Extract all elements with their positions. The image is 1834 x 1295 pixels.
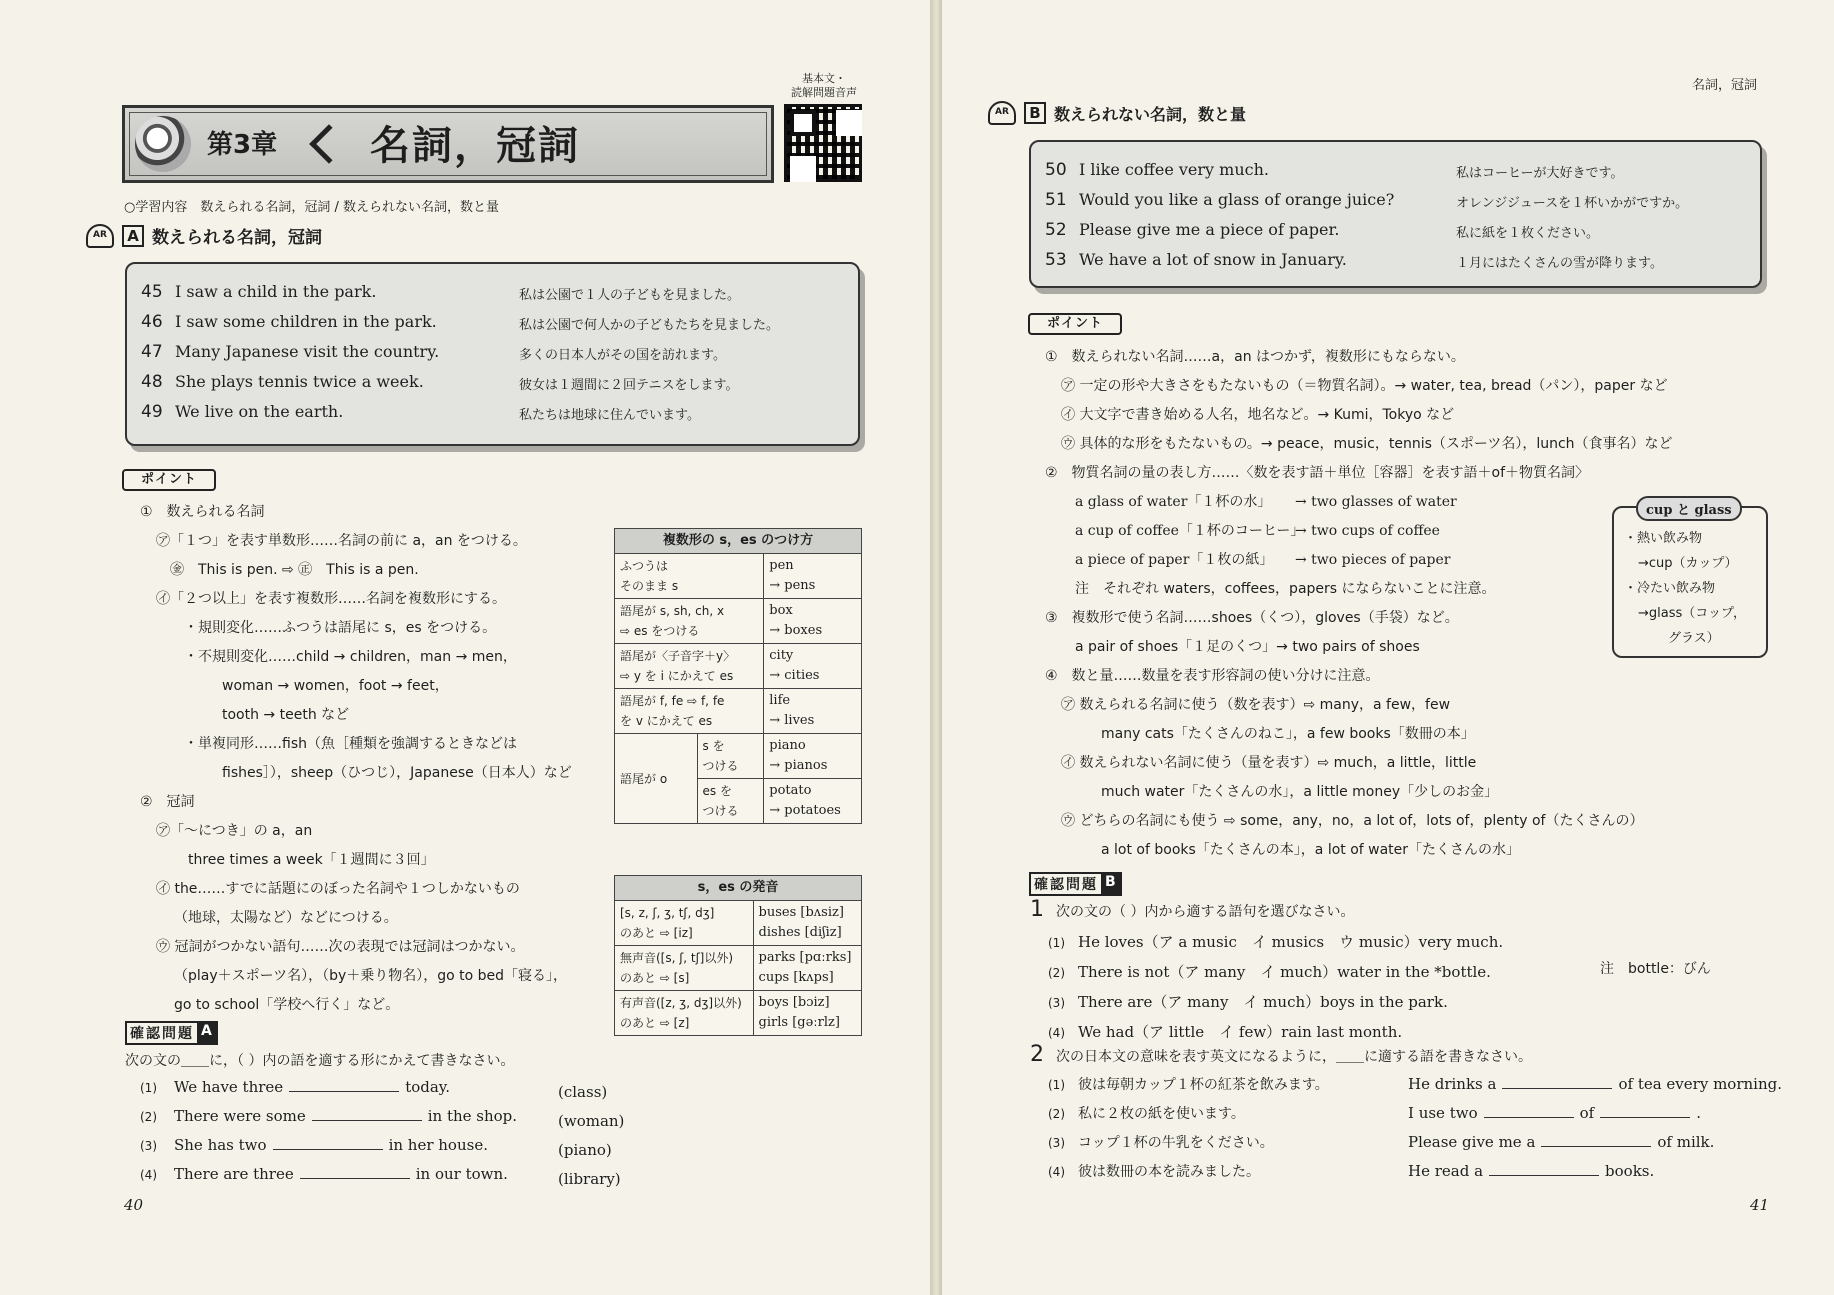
point-item: ㋐「１つ」を表す単数形……名詞の前に a，an をつける。 — [156, 533, 527, 549]
point-item: ① 数えられない名詞……a，an はつかず，複数形にもならない。 — [1045, 349, 1465, 365]
ar-headphone-icon[interactable]: AR — [988, 101, 1016, 125]
answer-blank[interactable] — [273, 1136, 383, 1150]
table-cell: es を つける — [697, 779, 764, 824]
note-line: →cup（カップ） — [1638, 556, 1738, 571]
table-cell: 語尾が f, fe ⇨ f, fe を v にかえて es — [615, 689, 764, 734]
book-gutter — [930, 0, 942, 1295]
example-row — [141, 342, 439, 362]
point-item: 注 それぞれ waters，coffees，papers にならないことに注意。 — [1075, 581, 1496, 597]
chevron-left-icon — [309, 124, 349, 164]
answer-blank[interactable] — [1541, 1133, 1651, 1147]
chapter-title: 名詞，冠詞 — [370, 123, 580, 169]
example-row — [141, 372, 424, 392]
section-letter: B — [1024, 102, 1046, 124]
running-head: 名詞，冠詞 — [1692, 78, 1758, 93]
answer-blank[interactable] — [1600, 1104, 1690, 1118]
choice-item[interactable]: (4) We had（ア little イ few）rain last month. — [1048, 1023, 1403, 1041]
note-line: ・冷たい飲み物 — [1624, 581, 1716, 596]
point-item: three times a week「１週間に３回」 — [188, 852, 435, 868]
question-2-items — [1048, 1074, 1828, 1194]
confirm-label-b — [1029, 872, 1122, 896]
answer-blank[interactable] — [300, 1165, 410, 1179]
table-cell: 無声音([s, ʃ, tʃ]以外) のあと ⇨ [s] — [615, 946, 754, 991]
section-a-heading — [86, 223, 322, 248]
example-number: 52 — [1045, 220, 1067, 240]
plural-table — [614, 528, 862, 824]
exercise-row: (3) She has two in her house. — [140, 1136, 488, 1154]
example-japanese: 私はコーヒーが大好きです。 — [1456, 166, 1624, 181]
qr-code[interactable] — [784, 104, 862, 182]
point-item: → two glasses of water — [1295, 494, 1457, 510]
table-cell: 有声音([z, ʒ, dʒ]以外) のあと ⇨ [z] — [615, 991, 754, 1036]
question-2-heading — [1030, 1042, 1532, 1067]
note-line: ・熱い飲み物 — [1624, 531, 1703, 546]
answer-blank[interactable] — [1489, 1162, 1599, 1176]
table-cell: box → boxes — [764, 599, 862, 644]
point-item: （play＋スポーツ名），（by＋乗り物名），go to bed「寝る」， — [174, 968, 568, 984]
example-number: 53 — [1045, 250, 1067, 270]
point-item: ㋒ どちらの名詞にも使う ⇨ some，any，no，a lot of，lots of，plenty of（たくさんの） — [1061, 813, 1644, 829]
confirm-label-text: 確認問題 — [1034, 877, 1098, 893]
section-letter: A — [122, 225, 144, 247]
point-item: ㋐ 一定の形や大きさをもたないもの（＝物質名詞）。→ water, tea, bread（パン），paper など — [1061, 378, 1668, 394]
point-label: ポイント — [122, 469, 216, 491]
question-instruction: 次の日本文の意味を表す英文になるように，＿＿に適する語を書きなさい。 — [1056, 1049, 1532, 1065]
question-1-heading — [1030, 897, 1354, 922]
point-item: ㋒ 具体的な形をもたないもの。→ peace，music，tennis（スポーツ名），lunch（食事名）など — [1061, 436, 1673, 452]
translation-row: (4) 彼は数冊の本を読みました。 He read a books. — [1048, 1162, 1655, 1180]
example-number: 51 — [1045, 190, 1067, 210]
note-line: グラス） — [1668, 631, 1720, 646]
choice-item[interactable]: (1) He loves（ア a music イ musics ウ music）very much. — [1048, 933, 1504, 951]
example-box-a — [125, 262, 860, 446]
point-item: ㋒ 冠詞がつかない語句……次の表現では冠詞はつかない。 — [156, 939, 525, 955]
example-japanese: 私たちは地球に住んでいます。 — [519, 408, 700, 423]
example-number: 49 — [141, 402, 163, 422]
example-row — [141, 312, 437, 332]
point-item: ④ 数と量……数量を表す形容詞の使い分けに注意。 — [1045, 668, 1380, 684]
point-item: ㋑ 大文字で書き始める人名，地名など。→ Kumi，Tokyo など — [1061, 407, 1455, 423]
point-item: ・単複同形……fish（魚［種類を強調するときなどは — [184, 736, 517, 752]
exercise-row: (1) We have three today. — [140, 1078, 451, 1096]
point-item: woman → women，foot → feet， — [222, 678, 449, 694]
point-item: ・規則変化……ふつうは語尾に s，es をつける。 — [184, 620, 497, 636]
table-cell: s を つける — [697, 734, 764, 779]
table-cell: potato → potatoes — [764, 779, 862, 824]
confirm-label-a — [125, 1021, 218, 1045]
example-row — [141, 282, 376, 302]
example-row — [1045, 190, 1394, 210]
cup-glass-notes — [1624, 526, 1746, 651]
table-cell: piano → pianos — [764, 734, 862, 779]
example-row — [141, 402, 343, 422]
point-item: → two cups of coffee — [1295, 523, 1440, 539]
section-title: 数えられない名詞，数と量 — [1054, 104, 1247, 124]
ar-headphone-icon[interactable]: AR — [86, 224, 114, 248]
point-item: ㋑「２つ以上」を表す複数形……名詞を複数形にする。 — [156, 591, 506, 607]
section-b-heading — [988, 101, 1246, 125]
point-item: many cats「たくさんのねこ」，a few books「数冊の本」 — [1101, 726, 1475, 742]
table-cell: 語尾が o — [615, 734, 698, 824]
table-cell: boys [bɔiz] girls [gəːrlz] — [753, 991, 861, 1036]
example-row — [1045, 250, 1347, 270]
point-item: ・不規則変化……child → children，man → men， — [184, 649, 517, 665]
point-item: a pair of shoes「１足のくつ」→ two pairs of shoes — [1075, 639, 1420, 655]
point-item: ③ 複数形で使う名詞……shoes（くつ），gloves（手袋）など。 — [1045, 610, 1459, 626]
point-item: （地球，太陽など）などにつける。 — [174, 910, 398, 926]
example-english: Please give me a piece of paper. — [1079, 220, 1340, 239]
answer-blank[interactable] — [1484, 1104, 1574, 1118]
example-number: 46 — [141, 312, 163, 332]
table-cell: life → lives — [764, 689, 862, 734]
point-item: ㋐「～につき」の a，an — [156, 823, 313, 839]
point-item: ① 数えられる名詞 — [140, 504, 265, 520]
answer-blank[interactable] — [1502, 1075, 1612, 1089]
word-hint: (woman) — [558, 1112, 625, 1130]
example-japanese: オレンジジュースを１杯いかがですか。 — [1456, 196, 1689, 211]
example-number: 50 — [1045, 160, 1067, 180]
table-cell: city → cities — [764, 644, 862, 689]
point-item: ㋐ 数えられる名詞に使う（数を表す）⇨ many，a few，few — [1061, 697, 1451, 713]
point-item: ㋑ the……すでに話題にのぼった名詞や１つしかないもの — [156, 881, 520, 897]
right-page — [942, 0, 1834, 1295]
table-cell: pen → pens — [764, 554, 862, 599]
example-number: 48 — [141, 372, 163, 392]
example-japanese: 彼女は１週間に２回テニスをします。 — [519, 378, 739, 393]
example-english: I like coffee very much. — [1079, 160, 1269, 179]
exercise-row: (4) There are three in our town. — [140, 1165, 508, 1183]
word-hint: (library) — [558, 1170, 621, 1188]
confirm-label-letter: B — [1101, 874, 1120, 894]
table-cell: 語尾が s, sh, ch, x ⇨ es をつける — [615, 599, 764, 644]
translation-row: (1) 彼は毎朝カップ１杯の紅茶を飲みます。 He drinks a of tea every morning. — [1048, 1075, 1782, 1093]
question-instruction: 次の文の（ ）内から適する語句を選びなさい。 — [1056, 904, 1355, 920]
point-item: a glass of water「１杯の水」 — [1075, 494, 1272, 510]
answer-blank[interactable] — [289, 1078, 399, 1092]
example-english: I saw some children in the park. — [175, 312, 437, 331]
table-cell: buses [bʌsiz] dishes [diʃiz] — [753, 901, 861, 946]
example-japanese: 私は公園で何人かの子どもたちを見ました。 — [519, 318, 780, 333]
example-row — [1045, 160, 1269, 180]
point-item: tooth → teeth など — [222, 707, 350, 723]
section-title: 数えられる名詞，冠詞 — [152, 228, 322, 248]
example-english: Many Japanese visit the country. — [175, 342, 440, 361]
example-japanese: 多くの日本人がその国を訪れます。 — [519, 348, 726, 363]
exercise-row: (2) There were some in the shop. — [140, 1107, 518, 1125]
point-item: a cup of coffee「１杯のコーヒー」 — [1075, 523, 1305, 539]
word-hint: (piano) — [558, 1141, 612, 1159]
point-item: ㋑ 数えられない名詞に使う（量を表す）⇨ much，a little，little — [1061, 755, 1477, 771]
table-cell: 語尾が〈子音字＋y〉 ⇨ y を i にかえて es — [615, 644, 764, 689]
page-number: 40 — [124, 1196, 144, 1214]
footnote: 注 bottle：びん — [1600, 961, 1711, 977]
table-cell: ふつうは そのまま s — [615, 554, 764, 599]
point-item: fishes］），sheep（ひつじ），Japanese（日本人）など — [222, 765, 572, 781]
example-row — [1045, 220, 1339, 240]
example-english: I saw a child in the park. — [175, 282, 377, 301]
confirm-label-letter: A — [197, 1023, 216, 1043]
translation-row: (2) 私に２枚の紙を使います。 I use two of . — [1048, 1104, 1701, 1122]
example-english: We have a lot of snow in January. — [1079, 250, 1347, 269]
choice-item[interactable]: (2) There is not（ア many イ much）water in the *bottle. — [1048, 963, 1491, 981]
cup-glass-box — [1612, 506, 1768, 658]
example-number: 47 — [141, 342, 163, 362]
translation-row: (3) コップ１杯の牛乳をください。 Please give me a of milk. — [1048, 1133, 1715, 1151]
example-english: Would you like a glass of orange juice? — [1079, 190, 1395, 209]
point-item: much water「たくさんの水」，a little money「少しのお金」 — [1101, 784, 1499, 800]
point-label: ポイント — [1028, 313, 1122, 335]
example-japanese: 私に紙を１枚ください。 — [1456, 226, 1600, 241]
point-item: a piece of paper「１枚の紙」 — [1075, 552, 1274, 568]
chapter-number: 第3章 — [207, 130, 278, 160]
point-item: a lot of books「たくさんの本」，a lot of water「たくさんの水」 — [1101, 842, 1521, 858]
choice-item[interactable]: (3) There are（ア many イ much）boys in the park. — [1048, 993, 1448, 1011]
example-english: She plays tennis twice a week. — [175, 372, 424, 391]
word-hint: (class) — [558, 1083, 608, 1101]
example-english: We live on the earth. — [175, 402, 344, 421]
pron-table-title: s，es の発音 — [615, 876, 862, 901]
question-number: 2 — [1030, 1042, 1044, 1067]
table-cell: [s, z, ʃ, ʒ, tʃ, dʒ] のあと ⇨ [iz] — [615, 901, 754, 946]
point-list-a — [140, 498, 610, 1020]
point-item: go to school「学校へ行く」など。 — [174, 997, 400, 1013]
example-japanese: 私は公園で１人の子どもを見ました。 — [519, 288, 741, 303]
note-line: →glass（コップ， — [1638, 606, 1746, 621]
confirm-instruction: 次の文の＿＿に，（ ）内の語を適する形にかえて書きなさい。 — [125, 1053, 515, 1069]
table-cell: parks [pɑːrks] cups [kʌps] — [753, 946, 861, 991]
chapter-header — [122, 105, 774, 183]
question-1-items — [1048, 928, 1503, 1048]
hint-column — [558, 1078, 624, 1194]
page-number: 41 — [1750, 1196, 1770, 1214]
question-number: 1 — [1030, 897, 1044, 922]
point-item: ② 冠詞 — [140, 794, 195, 810]
answer-blank[interactable] — [312, 1107, 422, 1121]
confirm-label-text: 確認問題 — [130, 1026, 194, 1042]
point-item: → two pieces of paper — [1295, 552, 1451, 568]
cup-glass-title: cup と glass — [1636, 496, 1742, 521]
learning-content: ○学習内容 数えられる名詞，冠詞 / 数えられない名詞，数と量 — [124, 200, 499, 215]
point-item: ② 物質名詞の量の表し方……〈数を表す語＋単位［容器］を表す語＋of＋物質名詞〉 — [1045, 465, 1590, 481]
pronunciation-table — [614, 875, 862, 1036]
chapter-logo-icon — [135, 116, 191, 172]
qr-label: 基本文・ 読解問題音声 — [791, 72, 857, 99]
example-number: 45 — [141, 282, 163, 302]
plural-table-title: 複数形の s，es のつけ方 — [615, 529, 862, 554]
point-item: ㊎ This is pen. ⇨ ㊣ This is a pen. — [170, 562, 419, 578]
example-box-b — [1029, 140, 1762, 288]
example-japanese: １月にはたくさんの雪が降ります。 — [1456, 256, 1663, 271]
